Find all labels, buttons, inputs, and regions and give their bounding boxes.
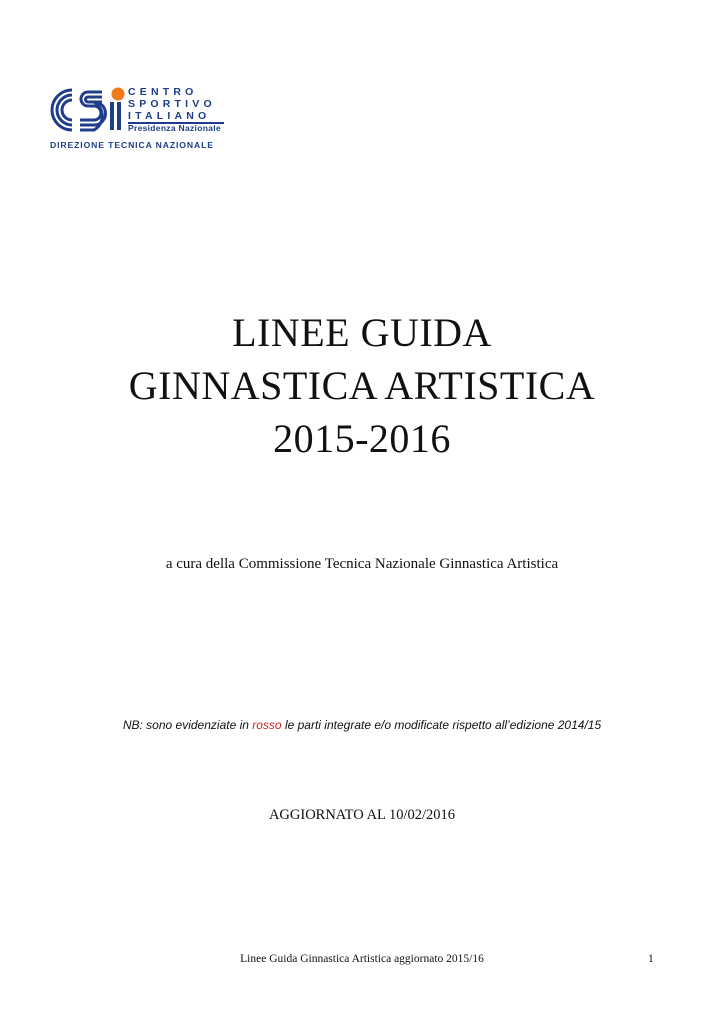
note-text-before: NB: sono evidenziate in — [122, 718, 253, 732]
note-highlight-word: rosso — [252, 718, 282, 732]
logo-department: DIREZIONE TECNICA NAZIONALE — [50, 140, 214, 150]
logo-line-italiano: ITALIANO — [128, 110, 211, 122]
csi-logo — [48, 82, 228, 154]
edition-note — [0, 718, 724, 732]
logo-presidenza: Presidenza Nazionale — [128, 123, 221, 133]
title-line-1: LINEE GUIDA — [232, 310, 492, 355]
logo-line-centro: CENTRO — [128, 86, 198, 98]
page-footer: Linee Guida Ginnastica Artistica aggiornato 2015/16 — [240, 953, 484, 965]
csi-logo-text — [128, 86, 228, 134]
logo-line-sportivo: SPORTIVO — [128, 98, 216, 110]
title-line-3: 2015-2016 — [273, 416, 451, 461]
page-number: 1 — [648, 953, 654, 965]
title-line-2: GINNASTICA ARTISTICA — [128, 363, 596, 408]
document-title — [0, 306, 724, 465]
note-text-after: le parti integrate e/o modificate rispetto all’edizione 2014/15 — [281, 718, 602, 732]
update-date: AGGIORNATO AL 10/02/2016 — [268, 807, 456, 823]
authors-line: a cura della Commissione Tecnica Nazionale Ginnastica Artistica — [165, 556, 559, 572]
logo-divider — [128, 122, 224, 124]
csi-logo-mark-icon — [48, 84, 130, 136]
